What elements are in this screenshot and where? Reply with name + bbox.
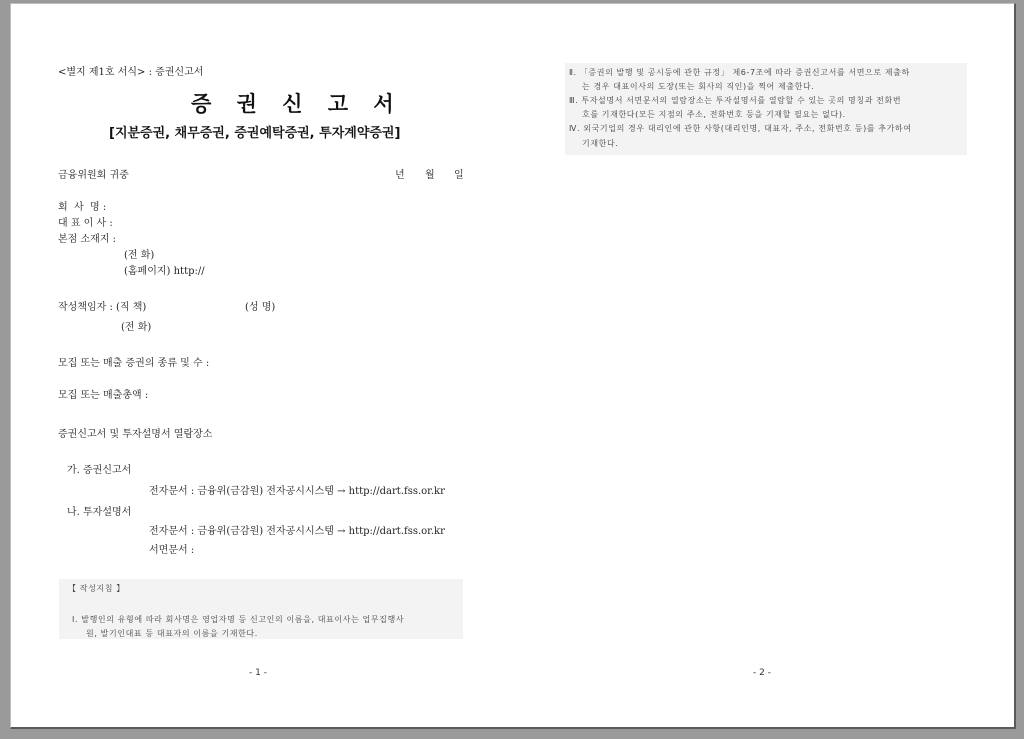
preparer-phone-label: (전 화) [121,322,152,333]
item-a-label: 가. 증권신고서 [67,465,132,476]
preparer-name-label: (성 명) [245,302,276,313]
company-name-label: 회 사 명 : [58,202,107,213]
securities-type-label: 모집 또는 매출 증권의 종류 및 수 : [58,358,210,369]
guide-item-iv-line1: Ⅳ. 외국기업의 경우 대리인에 관한 사항(대리인명, 대표자, 주소, 전화번호 등)를 추가하여 [569,124,912,133]
date-year-label: 년 [395,170,405,181]
page-number-1: - 1 - [249,668,267,678]
page-number-2: - 2 - [753,668,771,678]
writing-guide-box-page1 [59,579,463,639]
head-office-label: 본점 소재지 : [58,234,117,245]
document-sheet [10,3,1016,729]
item-b-electronic: 전자문서 : 금융위(금감원) 전자공시시스템 → http://dart.fss.or.kr [149,526,445,537]
guide-item-iii-line1: Ⅲ. 투자설명서 서면문서의 열람장소는 투자설명서를 열람할 수 있는 곳의 명칭과 전화번 [569,96,902,105]
item-b-paper: 서면문서 : [149,545,195,556]
guide-heading: 【 작성지침 】 [68,584,125,593]
guide-item-iii-line2: 호를 기재한다(모든 지점의 주소, 전화번호 등을 기재할 필요는 없다). [582,110,846,119]
guide-item-i-line2: 원, 발기인대표 등 대표자의 이름을 기재한다. [86,629,258,638]
ceo-label: 대 표 이 사 : [58,218,113,229]
guide-item-iv-line2: 기재한다. [582,139,619,148]
total-amount-label: 모집 또는 매출총액 : [58,390,149,401]
writing-guide-box-page2 [565,63,967,155]
addressee: 금융위원회 귀중 [58,170,129,181]
date-month-label: 월 [425,170,435,181]
date-day-label: 일 [454,170,464,181]
form-label: <별지 제1호 서식> : 증권신고서 [58,67,204,78]
document-subtitle: [지분증권, 채무증권, 증권예탁증권, 투자계약증권] [109,126,401,141]
guide-item-ii-line1: Ⅱ. 「증권의 발행 및 공시등에 관한 규정」 제6-7조에 따라 증권신고서를 서면으로 제출하 [569,68,910,77]
phone-label: (전 화) [124,250,155,261]
preparer-label: 작성책임자 : (직 책) [58,302,147,313]
guide-item-ii-line2: 는 경우 대표이사의 도장(또는 회사의 직인)을 찍어 제출한다. [582,82,815,91]
item-b-label: 나. 투자설명서 [67,507,132,518]
item-a-electronic: 전자문서 : 금융위(금감원) 전자공시시스템 → http://dart.fss.or.kr [149,486,445,497]
document-title: 증 권 신 고 서 [191,92,403,116]
guide-item-i-line1: Ⅰ. 발행인의 유형에 따라 회사명은 영업자명 등 신고인의 이름을, 대표이사는 업무집행사 [72,615,405,624]
inspection-heading: 증권신고서 및 투자설명서 열람장소 [58,429,213,440]
homepage-label: (홈페이지) http:// [124,266,205,277]
